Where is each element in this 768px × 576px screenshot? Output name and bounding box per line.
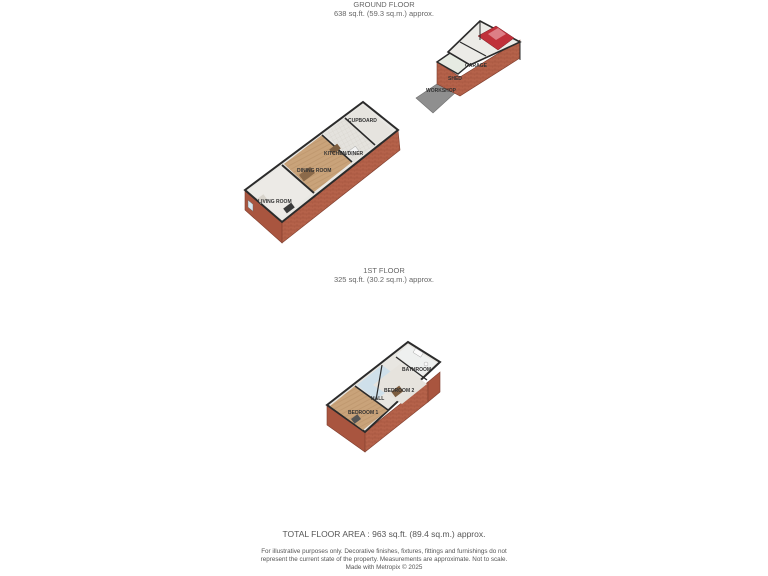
room-label-bedroom-2: BEDROOM 2 [384, 388, 415, 394]
disclaimer-line-2: represent the current state of the property. Measurements are approximate. Not to scale. [260, 556, 508, 563]
room-label-workshop: WORKSHOP [426, 88, 456, 94]
room-label-shed: SHED [448, 76, 462, 82]
room-label-garage: GARAGE [465, 63, 487, 69]
room-label-kitchen-diner: KITCHEN/DINER [324, 151, 364, 157]
room-label-living-room: LIVING ROOM [258, 199, 292, 205]
room-label-hall: HALL [371, 396, 385, 402]
room-label-dining-room: DINING ROOM [297, 168, 332, 174]
made-with-credit: Made with Metropix © 2025 [345, 564, 423, 571]
disclaimer-line-1: For illustrative purposes only. Decorative finishes, fixtures, fittings and furnishings do not [261, 548, 507, 555]
first-floor-area: 325 sq.ft. (30.2 sq.m.) approx. [333, 275, 435, 284]
first-floor-title: 1ST FLOOR [363, 266, 405, 275]
room-label-cupboard: CUPBOARD [348, 118, 377, 124]
ground-floor-area: 638 sq.ft. (59.3 sq.m.) approx. [333, 9, 435, 18]
room-label-bedroom-1: BEDROOM 1 [348, 410, 379, 416]
ground-floor-title: GROUND FLOOR [353, 0, 415, 9]
room-label-bathroom: BATHROOM [402, 367, 432, 373]
total-floor-area: TOTAL FLOOR AREA : 963 sq.ft. (89.4 sq.m.) approx. [282, 529, 486, 539]
